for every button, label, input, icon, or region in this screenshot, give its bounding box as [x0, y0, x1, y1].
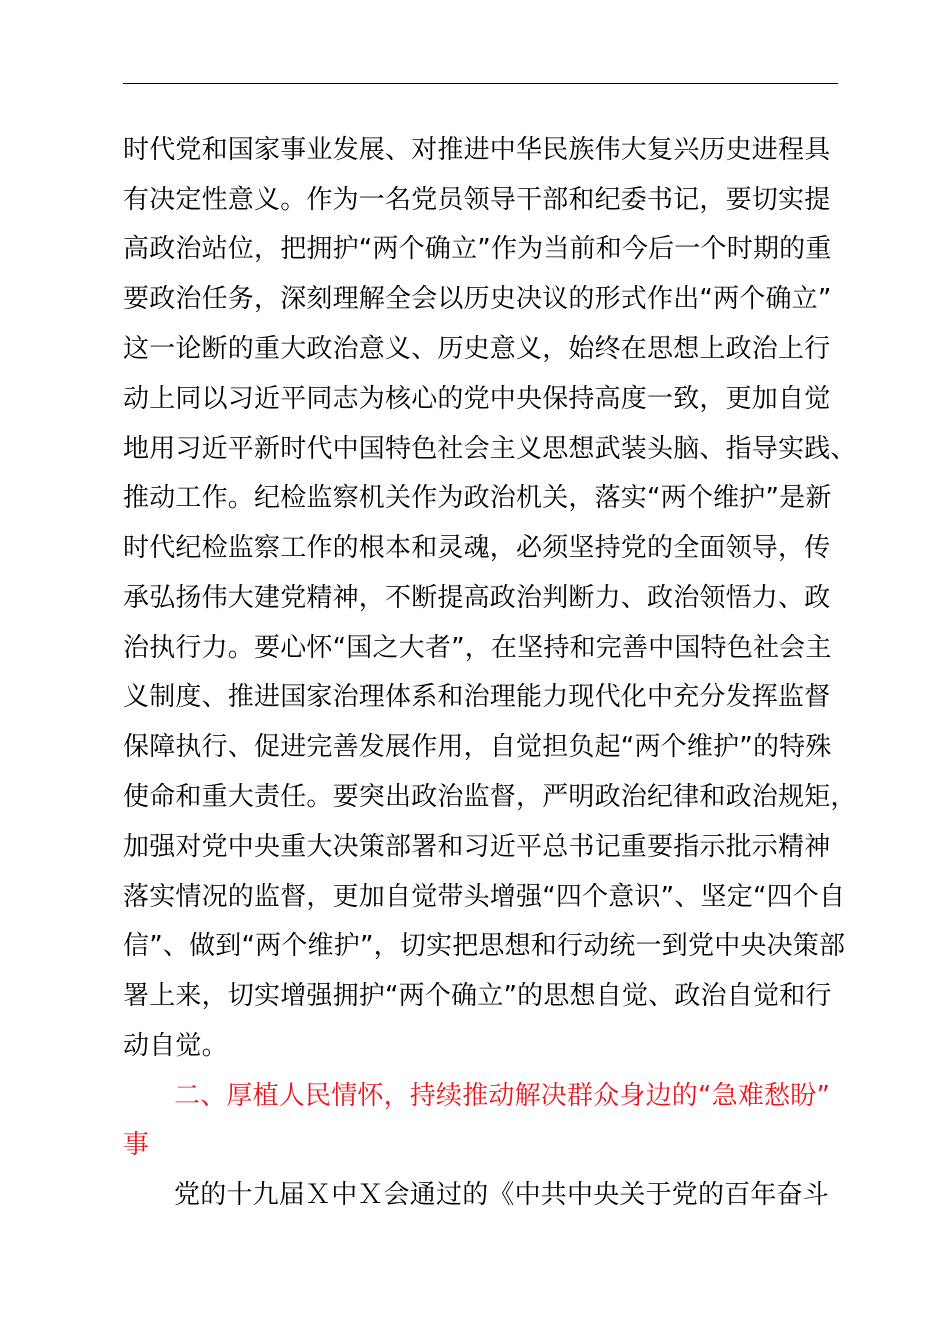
body-line: 信”、做到“两个维护”，切实把思想和行动统一到党中央决策部 — [123, 931, 846, 961]
body-line: 要政治任务，深刻理解全会以历史决议的形式作出“两个确立” — [123, 284, 832, 314]
body-line: 地用习近平新时代中国特色社会主义思想武装头脑、指导实践、 — [123, 434, 857, 464]
body-line: 承弘扬伟大建党精神，不断提高政治判断力、政治领悟力、政 — [123, 583, 831, 613]
body-line: 加强对党中央重大决策部署和习近平总书记重要指示批示精神 — [123, 832, 831, 862]
body-line: 义制度、推进国家治理体系和治理能力现代化中充分发挥监督 — [123, 682, 831, 712]
body-line: 动上同以习近平同志为核心的党中央保持高度一致，更加自觉 — [123, 384, 831, 414]
body-line: 使命和重大责任。要突出政治监督，严明政治纪律和政治规矩， — [123, 782, 857, 812]
body-line: 时代纪检监察工作的根本和灵魂，必须坚持党的全面领导，传 — [123, 533, 831, 563]
section-heading: 二、厚植人民情怀，持续推动解决群众身边的“急难愁盼” — [174, 1081, 831, 1111]
body-line: 推动工作。纪检监察机关作为政治机关，落实“两个维护”是新 — [123, 483, 832, 513]
body-line: 动自觉。 — [123, 1031, 228, 1061]
paragraph-first-line: 党的十九届Ｘ中Ｘ会通过的《中共中央关于党的百年奋斗 — [174, 1180, 830, 1210]
body-line: 治执行力。要心怀“国之大者”，在坚持和完善中国特色社会主 — [123, 633, 832, 663]
body-line: 时代党和国家事业发展、对推进中华民族伟大复兴历史进程具 — [123, 135, 831, 165]
body-line: 高政治站位，把拥护“两个确立”作为当前和今后一个时期的重 — [123, 234, 832, 264]
body-line: 这一论断的重大政治意义、历史意义，始终在思想上政治上行 — [123, 334, 831, 364]
body-line: 落实情况的监督，更加自觉带头增强“四个意识”、坚定“四个自 — [123, 882, 846, 912]
body-line: 保障执行、促进完善发展作用，自觉担负起“两个维护”的特殊 — [123, 732, 832, 762]
header-rule — [123, 83, 838, 84]
body-line: 有决定性意义。作为一名党员领导干部和纪委书记，要切实提 — [123, 185, 831, 215]
section-heading-continuation: 事 — [123, 1130, 150, 1160]
body-line: 署上来，切实增强拥护“两个确立”的思想自觉、政治自觉和行 — [123, 981, 832, 1011]
